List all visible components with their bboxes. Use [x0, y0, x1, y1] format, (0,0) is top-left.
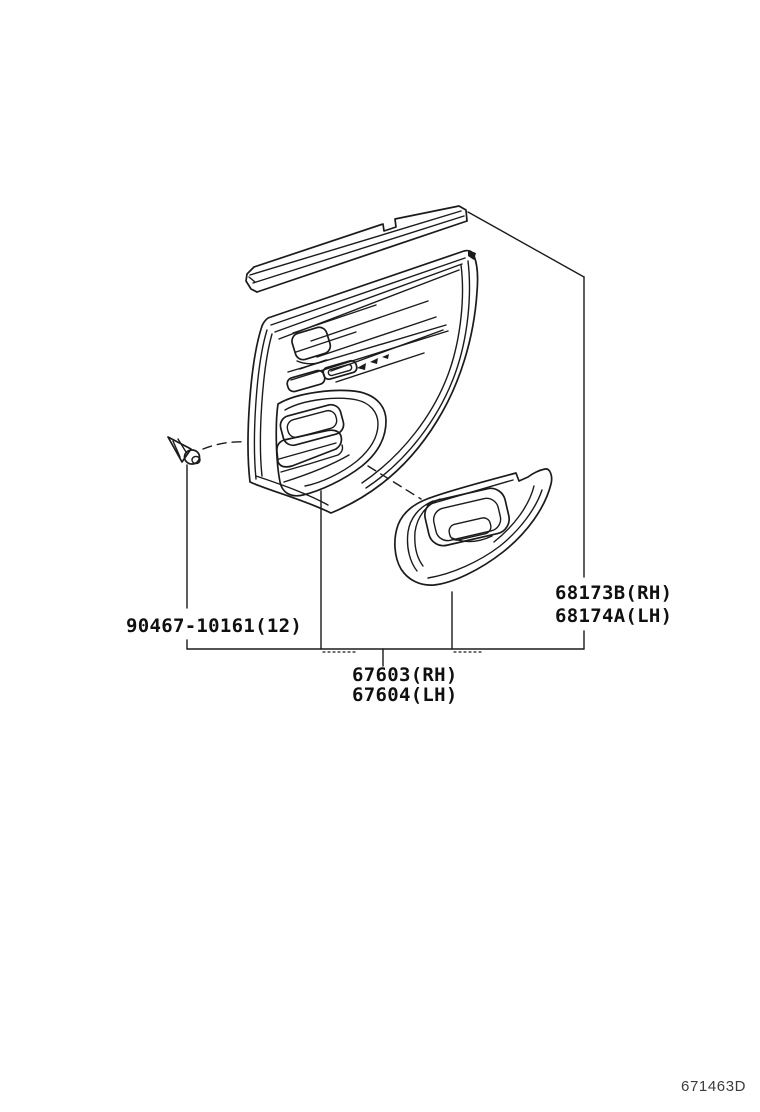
- part-label-trim-board-rh: 67603(RH): [352, 664, 458, 686]
- part-label-belt-molding-lh: 68174A(LH): [555, 605, 673, 627]
- armrest-base-drawing: [395, 469, 552, 585]
- part-label-belt-molding: [555, 582, 672, 628]
- part-label-trim-board: [352, 665, 458, 705]
- figure-code: 671463D: [681, 1078, 747, 1095]
- part-label-belt-molding-rh: 68173B(RH): [555, 582, 673, 604]
- part-label-trim-board-lh: 67604(LH): [352, 684, 458, 706]
- retainer-clip-icon: [168, 437, 200, 464]
- part-label-clip: 90467-10161(12): [126, 615, 303, 637]
- door-trim-panel-drawing: [248, 250, 477, 513]
